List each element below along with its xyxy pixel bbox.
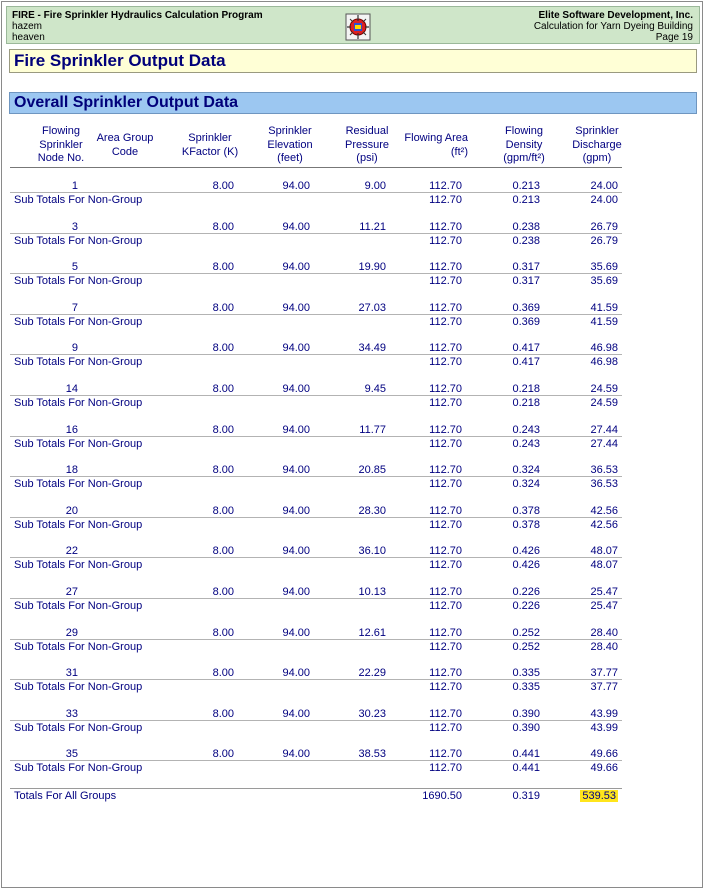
subtotal-density: 0.378: [512, 519, 540, 531]
subtotal-discharge: 36.53: [590, 478, 618, 490]
row-density: 0.243: [512, 424, 540, 436]
row-area: 112.70: [429, 708, 462, 720]
row-divider: [10, 476, 622, 477]
row-node: 9: [71, 342, 78, 354]
row-node: 1: [71, 180, 78, 192]
row-discharge: 41.59: [590, 302, 618, 314]
totals-label: Totals For All Groups: [14, 790, 117, 802]
row-pressure: 34.49: [358, 342, 386, 354]
row-discharge: 36.53: [590, 464, 618, 476]
row-kfactor: 8.00: [212, 302, 234, 314]
subtotal-label: Sub Totals For Non-Group: [14, 356, 143, 368]
totals-density: 0.319: [512, 790, 540, 802]
row-pressure: 11.21: [359, 221, 386, 233]
subtotal-density: 0.426: [512, 559, 540, 571]
subtotal-density: 0.369: [512, 316, 540, 328]
page-number: Page 19: [655, 32, 693, 43]
row-elev: 94.00: [282, 464, 310, 476]
subtotal-area: 112.70: [429, 600, 462, 612]
subtotal-discharge: 41.59: [590, 316, 618, 328]
subtotal-label: Sub Totals For Non-Group: [14, 722, 143, 734]
user-line-2: heaven: [12, 32, 45, 43]
subtotal-discharge: 24.00: [590, 194, 618, 206]
elite-software-logo-icon: [342, 11, 374, 43]
subtotal-discharge: 28.40: [590, 641, 618, 653]
project-name: Calculation for Yarn Dyeing Building: [533, 21, 693, 32]
subtotal-area: 112.70: [429, 235, 462, 247]
subtotal-label: Sub Totals For Non-Group: [14, 600, 143, 612]
row-node: 16: [65, 424, 78, 436]
row-node: 31: [65, 667, 78, 679]
row-divider: [10, 639, 622, 640]
subtotal-density: 0.417: [512, 356, 540, 368]
header-divider: [10, 167, 622, 168]
row-elev: 94.00: [282, 383, 310, 395]
subtotal-label: Sub Totals For Non-Group: [14, 478, 143, 490]
subtotal-discharge: 49.66: [590, 762, 618, 774]
subtotal-area: 112.70: [429, 397, 462, 409]
row-elev: 94.00: [282, 424, 310, 436]
col-header-density: Flowing Density (gpm/ft²): [503, 125, 545, 164]
row-divider: [10, 192, 622, 193]
subtotal-area: 112.70: [429, 641, 462, 653]
row-density: 0.324: [512, 464, 540, 476]
row-divider: [10, 679, 622, 680]
row-density: 0.252: [512, 627, 540, 639]
row-divider: [10, 557, 622, 558]
row-elev: 94.00: [282, 748, 310, 760]
row-elev: 94.00: [282, 586, 310, 598]
subtotal-discharge: 25.47: [590, 600, 618, 612]
row-elev: 94.00: [282, 221, 310, 233]
row-pressure: 19.90: [358, 261, 386, 273]
row-kfactor: 8.00: [212, 464, 234, 476]
subtotal-label: Sub Totals For Non-Group: [14, 559, 143, 571]
subtotal-density: 0.226: [512, 600, 540, 612]
row-node: 35: [65, 748, 78, 760]
row-divider: [10, 720, 622, 721]
row-elev: 94.00: [282, 261, 310, 273]
subtotal-label: Sub Totals For Non-Group: [14, 519, 143, 531]
row-kfactor: 8.00: [212, 627, 234, 639]
header-left: [12, 10, 263, 43]
totals-discharge: [580, 790, 618, 802]
row-pressure: 11.77: [359, 424, 386, 436]
row-density: 0.378: [512, 505, 540, 517]
row-pressure: 30.23: [358, 708, 386, 720]
subtotal-discharge: 24.59: [590, 397, 618, 409]
row-elev: 94.00: [282, 627, 310, 639]
subtotal-area: 112.70: [429, 316, 462, 328]
row-node: 20: [65, 505, 78, 517]
row-pressure: 22.29: [358, 667, 386, 679]
row-divider: [10, 517, 622, 518]
section-title: Overall Sprinkler Output Data: [9, 92, 697, 114]
row-divider: [10, 395, 622, 396]
page-title: Fire Sprinkler Output Data: [9, 49, 697, 73]
row-elev: 94.00: [282, 302, 310, 314]
row-elev: 94.00: [282, 708, 310, 720]
row-kfactor: 8.00: [212, 261, 234, 273]
row-density: 0.441: [512, 748, 540, 760]
subtotal-discharge: 35.69: [590, 275, 618, 287]
row-kfactor: 8.00: [212, 545, 234, 557]
subtotal-area: 112.70: [429, 478, 462, 490]
row-area: 112.70: [429, 424, 462, 436]
subtotal-discharge: 26.79: [590, 235, 618, 247]
row-kfactor: 8.00: [212, 708, 234, 720]
row-discharge: 48.07: [590, 545, 618, 557]
row-area: 112.70: [429, 505, 462, 517]
row-pressure: 10.13: [358, 586, 386, 598]
row-area: 112.70: [429, 180, 462, 192]
row-divider: [10, 436, 622, 437]
subtotal-label: Sub Totals For Non-Group: [14, 275, 143, 287]
row-density: 0.335: [512, 667, 540, 679]
totals-area: 1690.50: [422, 790, 462, 802]
subtotal-density: 0.317: [512, 275, 540, 287]
subtotal-label: Sub Totals For Non-Group: [14, 316, 143, 328]
subtotal-density: 0.238: [512, 235, 540, 247]
row-area: 112.70: [429, 545, 462, 557]
subtotal-label: Sub Totals For Non-Group: [14, 681, 143, 693]
row-discharge: 27.44: [590, 424, 618, 436]
row-node: 27: [65, 586, 78, 598]
subtotal-discharge: 27.44: [590, 438, 618, 450]
row-area: 112.70: [429, 748, 462, 760]
row-kfactor: 8.00: [212, 667, 234, 679]
row-node: 22: [65, 545, 78, 557]
subtotal-density: 0.252: [512, 641, 540, 653]
col-header-node: Flowing Sprinkler Node No.: [37, 125, 85, 164]
subtotal-label: Sub Totals For Non-Group: [14, 762, 143, 774]
subtotal-area: 112.70: [429, 194, 462, 206]
row-discharge: 24.59: [590, 383, 618, 395]
row-discharge: 43.99: [590, 708, 618, 720]
row-area: 112.70: [429, 302, 462, 314]
row-discharge: 25.47: [590, 586, 618, 598]
totals-divider: [10, 788, 622, 789]
row-discharge: 46.98: [590, 342, 618, 354]
subtotal-discharge: 48.07: [590, 559, 618, 571]
header-right: [534, 10, 693, 43]
row-divider: [10, 233, 622, 234]
subtotal-area: 112.70: [429, 762, 462, 774]
row-divider: [10, 314, 622, 315]
row-elev: 94.00: [282, 667, 310, 679]
row-divider: [10, 760, 622, 761]
subtotal-label: Sub Totals For Non-Group: [14, 438, 143, 450]
subtotal-area: 112.70: [429, 356, 462, 368]
row-density: 0.213: [512, 180, 540, 192]
row-discharge: 26.79: [590, 221, 618, 233]
row-elev: 94.00: [282, 342, 310, 354]
subtotal-density: 0.243: [512, 438, 540, 450]
row-node: 29: [65, 627, 78, 639]
row-density: 0.426: [512, 545, 540, 557]
row-kfactor: 8.00: [212, 180, 234, 192]
row-pressure: 38.53: [358, 748, 386, 760]
program-name: FIRE - Fire Sprinkler Hydraulics Calculation Program: [12, 10, 263, 21]
row-pressure: 12.61: [358, 627, 386, 639]
row-density: 0.317: [512, 261, 540, 273]
row-kfactor: 8.00: [212, 383, 234, 395]
subtotal-discharge: 42.56: [590, 519, 618, 531]
row-divider: [10, 598, 622, 599]
subtotal-label: Sub Totals For Non-Group: [14, 397, 143, 409]
row-elev: 94.00: [282, 180, 310, 192]
subtotal-area: 112.70: [429, 722, 462, 734]
report-header: [6, 6, 700, 44]
subtotal-density: 0.218: [512, 397, 540, 409]
row-density: 0.369: [512, 302, 540, 314]
row-kfactor: 8.00: [212, 748, 234, 760]
subtotal-area: 112.70: [429, 681, 462, 693]
row-kfactor: 8.00: [212, 505, 234, 517]
col-header-discharge: Sprinkler Discharge (gpm): [572, 125, 622, 164]
row-node: 33: [65, 708, 78, 720]
subtotal-area: 112.70: [429, 559, 462, 571]
row-density: 0.226: [512, 586, 540, 598]
row-pressure: 27.03: [358, 302, 386, 314]
row-kfactor: 8.00: [212, 424, 234, 436]
row-discharge: 24.00: [590, 180, 618, 192]
row-area: 112.70: [429, 586, 462, 598]
row-node: 3: [71, 221, 78, 233]
col-header-elevation: Sprinkler Elevation (feet): [267, 125, 313, 164]
row-discharge: 28.40: [590, 627, 618, 639]
col-header-area: Flowing Area (ft²): [404, 132, 468, 158]
subtotal-density: 0.441: [512, 762, 540, 774]
row-area: 112.70: [429, 342, 462, 354]
row-pressure: 9.45: [364, 383, 386, 395]
row-pressure: 36.10: [358, 545, 386, 557]
subtotal-discharge: 37.77: [590, 681, 618, 693]
row-node: 18: [65, 464, 78, 476]
subtotal-area: 112.70: [429, 438, 462, 450]
row-node: 14: [65, 383, 78, 395]
col-header-pressure: Residual Pressure (psi): [344, 125, 390, 164]
col-header-kfactor: Sprinkler KFactor (K): [181, 132, 239, 158]
row-discharge: 37.77: [590, 667, 618, 679]
col-header-group: Area Group Code: [96, 132, 154, 158]
row-density: 0.238: [512, 221, 540, 233]
report-page: [1, 1, 703, 888]
subtotal-density: 0.335: [512, 681, 540, 693]
user-line-1: hazem: [12, 21, 43, 32]
row-area: 112.70: [429, 383, 462, 395]
row-pressure: 20.85: [358, 464, 386, 476]
row-pressure: 28.30: [358, 505, 386, 517]
row-density: 0.390: [512, 708, 540, 720]
row-discharge: 35.69: [590, 261, 618, 273]
row-divider: [10, 354, 622, 355]
row-area: 112.70: [429, 464, 462, 476]
subtotal-label: Sub Totals For Non-Group: [14, 194, 143, 206]
row-kfactor: 8.00: [212, 586, 234, 598]
subtotal-discharge: 43.99: [590, 722, 618, 734]
row-area: 112.70: [429, 261, 462, 273]
subtotal-density: 0.390: [512, 722, 540, 734]
totals-discharge-highlight: 539.53: [582, 790, 616, 802]
subtotal-density: 0.324: [512, 478, 540, 490]
row-area: 112.70: [429, 667, 462, 679]
subtotal-label: Sub Totals For Non-Group: [14, 641, 143, 653]
company-name: Elite Software Development, Inc.: [538, 10, 693, 21]
row-discharge: 49.66: [590, 748, 618, 760]
row-elev: 94.00: [282, 505, 310, 517]
row-node: 7: [71, 302, 78, 314]
row-area: 112.70: [429, 627, 462, 639]
row-kfactor: 8.00: [212, 342, 234, 354]
row-elev: 94.00: [282, 545, 310, 557]
row-discharge: 42.56: [590, 505, 618, 517]
subtotal-discharge: 46.98: [590, 356, 618, 368]
row-pressure: 9.00: [364, 180, 386, 192]
subtotal-label: Sub Totals For Non-Group: [14, 235, 143, 247]
subtotal-density: 0.213: [512, 194, 540, 206]
row-kfactor: 8.00: [212, 221, 234, 233]
row-node: 5: [71, 261, 78, 273]
row-area: 112.70: [429, 221, 462, 233]
row-density: 0.218: [512, 383, 540, 395]
row-density: 0.417: [512, 342, 540, 354]
row-divider: [10, 273, 622, 274]
subtotal-area: 112.70: [429, 275, 462, 287]
subtotal-area: 112.70: [429, 519, 462, 531]
